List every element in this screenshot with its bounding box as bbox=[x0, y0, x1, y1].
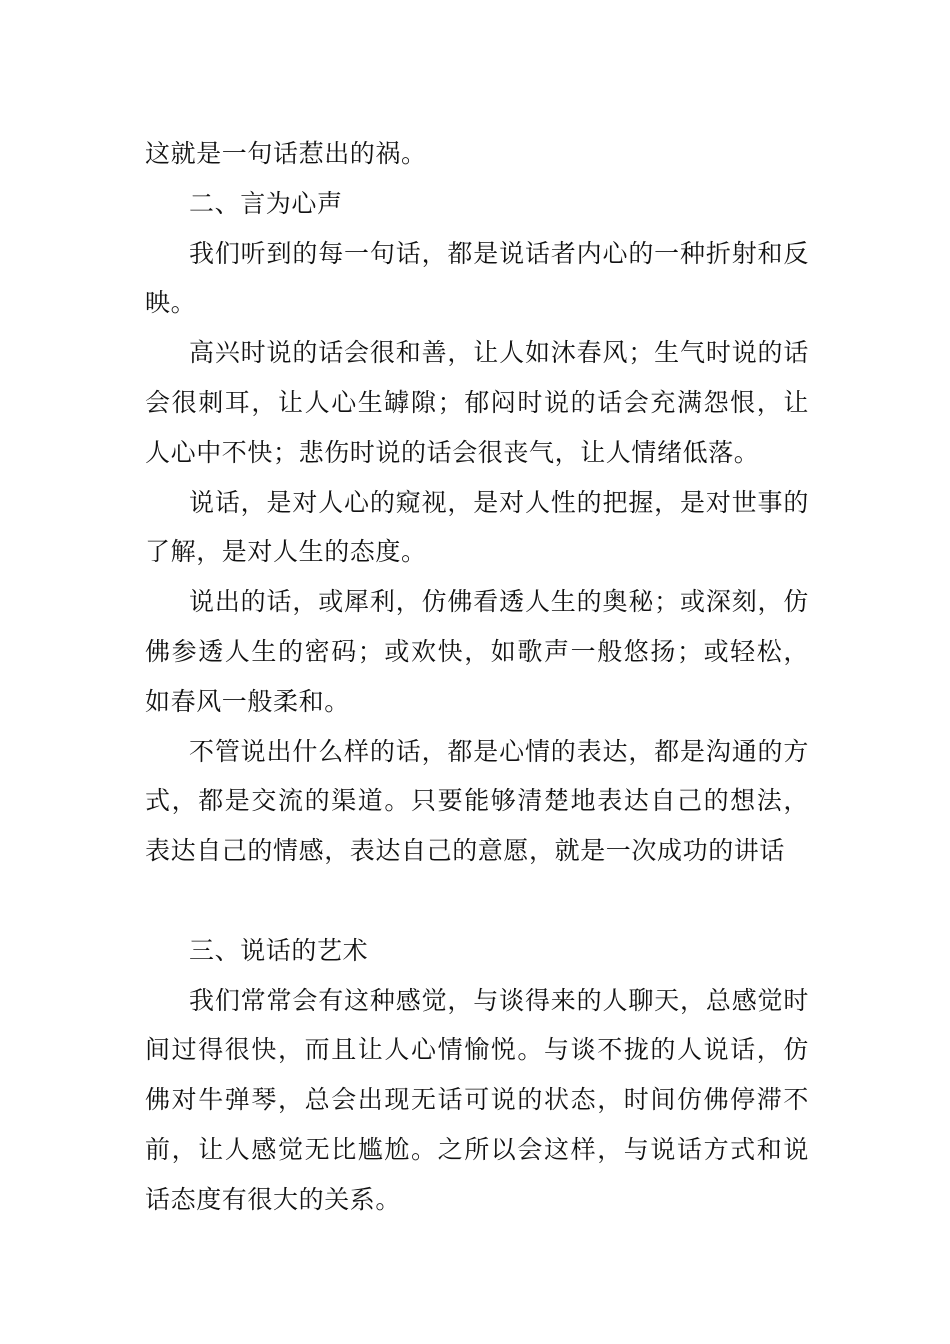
paragraph: 说出的话，或犀利，仿佛看透人生的奥秘；或深刻，仿佛参透人生的密码；或欢快，如歌声一般悠扬；或轻松，如春风一般柔和。 bbox=[145, 587, 809, 716]
section-heading-2: 二、言为心声 bbox=[189, 188, 343, 218]
paragraph-continuation: 这就是一句话惹出的祸。 bbox=[145, 139, 427, 168]
document-body bbox=[145, 129, 809, 1225]
paragraph: 不管说出什么样的话，都是心情的表达，都是沟通的方式，都是交流的渠道。只要能够清楚地表达自己的想法，表达自己的情感，表达自己的意愿，就是一次成功的讲话 bbox=[145, 736, 809, 866]
section-heading-3: 三、说话的艺术 bbox=[189, 935, 369, 965]
paragraph: 高兴时说的话会很和善，让人如沐春风；生气时说的话会很刺耳，让人心生罅隙；郁闷时说的话会充满怨恨，让人心中不快；悲伤时说的话会很丧气，让人情绪低落。 bbox=[145, 338, 809, 467]
paragraph: 我们常常会有这种感觉，与谈得来的人聊天，总感觉时间过得很快，而且让人心情愉悦。与谈不拢的人说话，仿佛对牛弹琴，总会出现无话可说的状态，时间仿佛停滞不前，让人感觉无比尴尬。之所以会这样，与说话方式和说话态度有很大的关系。 bbox=[145, 985, 809, 1214]
paragraph: 说话，是对人心的窥视，是对人性的把握，是对世事的了解，是对人生的态度。 bbox=[145, 487, 809, 567]
paragraph: 我们听到的每一句话，都是说话者内心的一种折射和反映。 bbox=[145, 238, 809, 318]
